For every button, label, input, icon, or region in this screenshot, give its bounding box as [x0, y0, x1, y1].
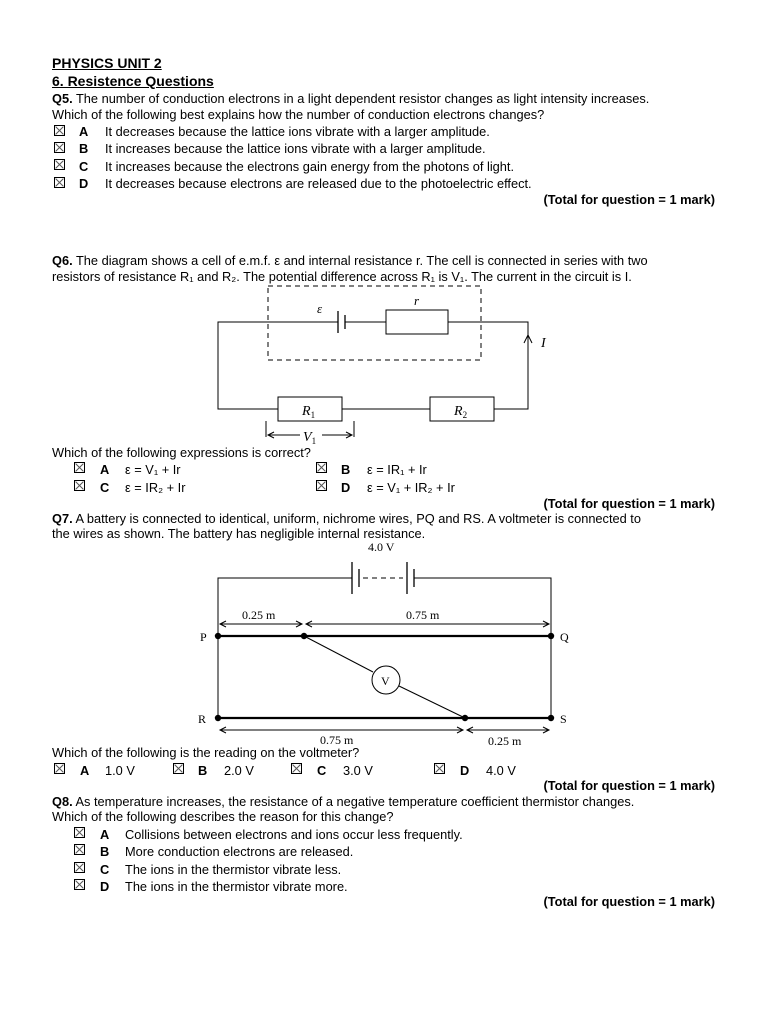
q6-option-b-checkbox[interactable] [316, 462, 327, 473]
q8-option-a-text: Collisions between electrons and ions occur less frequently. [125, 827, 463, 842]
q5-option-a-letter: A [79, 124, 89, 139]
point-r-label: R [198, 712, 207, 726]
q7-option-d-letter: D [460, 763, 470, 778]
q7-option-b-checkbox[interactable] [173, 763, 184, 774]
unit-title: PHYSICS UNIT 2 [52, 55, 162, 71]
q8-option-a-checkbox[interactable] [74, 827, 85, 838]
point-q-label: Q [560, 630, 569, 644]
q7-option-c-checkbox[interactable] [291, 763, 302, 774]
q7-option-c-text: 3.0 V [343, 763, 373, 778]
q7-line1: Q7. A battery is connected to identical, uniform, nichrome wires, PQ and RS. A voltmeter is connected to [52, 511, 641, 526]
q5-option-d-text: It decreases because electrons are released due to the photoelectric effect. [105, 176, 532, 191]
q6-prompt: Which of the following expressions is correct? [52, 445, 311, 460]
q7-option-d-checkbox[interactable] [434, 763, 445, 774]
topic-title: 6. Resistence Questions [52, 73, 214, 89]
point-s-label: S [560, 712, 567, 726]
q8-option-c-text: The ions in the thermistor vibrate less. [125, 862, 342, 877]
q6-option-d-checkbox[interactable] [316, 480, 327, 491]
bottom-right-length: 0.25 m [488, 734, 522, 748]
q7-prompt: Which of the following is the reading on the voltmeter? [52, 745, 360, 760]
q6-option-b-text: ε = IR₁ + Ir [367, 462, 427, 477]
q5-option-a-text: It decreases because the lattice ions vibrate with a larger amplitude. [105, 124, 490, 139]
q6-option-a-letter: A [100, 462, 110, 477]
q5-total: (Total for question = 1 mark) [543, 192, 715, 207]
bottom-left-length: 0.75 m [320, 733, 354, 747]
q6-option-d-text: ε = V₁ + IR₂ + Ir [367, 480, 455, 495]
q8-option-b-checkbox[interactable] [74, 844, 85, 855]
point-p-label: P [200, 630, 207, 644]
q7-option-c-letter: C [317, 763, 327, 778]
q6-option-a-checkbox[interactable] [74, 462, 85, 473]
q7-option-a-letter: A [80, 763, 90, 778]
internal-resistor [386, 310, 448, 334]
q7-total: (Total for question = 1 mark) [543, 778, 715, 793]
q6-option-d-letter: D [341, 480, 351, 495]
q5-line1: Q5. The number of conduction electrons in a light dependent resistor changes as light intensity increases. [52, 91, 650, 106]
r2-label: $R_2$ [454, 404, 468, 420]
q7-option-b-text: 2.0 V [224, 763, 254, 778]
q5-option-d-letter: D [79, 176, 89, 191]
q8-option-b-text: More conduction electrons are released. [125, 844, 354, 859]
voltmeter-label: V [381, 674, 390, 688]
q8-line2: Which of the following describes the reason for this change? [52, 809, 394, 824]
r1-label: $R_1$ [302, 404, 316, 420]
q8-option-c-checkbox[interactable] [74, 862, 85, 873]
q8-line1: Q8. As temperature increases, the resistance of a negative temperature coefficient thermistor changes. [52, 794, 635, 809]
q5-option-c-text: It increases because the electrons gain energy from the photons of light. [105, 159, 515, 174]
q5-option-b-text: It increases because the lattice ions vibrate with a larger amplitude. [105, 141, 486, 156]
current-label: I [541, 336, 546, 351]
q7-option-b-letter: B [198, 763, 208, 778]
q7-option-a-checkbox[interactable] [54, 763, 65, 774]
q8-total: (Total for question = 1 mark) [543, 894, 715, 909]
q8-option-d-checkbox[interactable] [74, 879, 85, 890]
q8-option-d-letter: D [100, 879, 110, 894]
v1-label: $V_1$ [303, 430, 317, 446]
q7-circuit-diagram [0, 530, 768, 750]
q8-option-a-letter: A [100, 827, 110, 842]
q5-option-b-letter: B [79, 141, 89, 156]
q6-option-c-letter: C [100, 480, 110, 495]
q6-circuit-diagram [0, 0, 768, 460]
q8-option-b-letter: B [100, 844, 110, 859]
top-left-length: 0.25 m [242, 608, 276, 622]
q6-line2: resistors of resistance R₁ and R₂. The potential difference across R₁ is V₁. The current in the circuit is I. [52, 269, 632, 284]
cell-dashed-box [268, 286, 481, 360]
r-label: r [414, 293, 420, 308]
battery-voltage-label: 4.0 V [368, 540, 395, 554]
q6-option-b-letter: B [341, 462, 351, 477]
top-right-length: 0.75 m [406, 608, 440, 622]
q8-option-d-text: The ions in the thermistor vibrate more. [125, 879, 348, 894]
q7-line2: the wires as shown. The battery has negligible internal resistance. [52, 526, 426, 541]
q6-total: (Total for question = 1 mark) [543, 496, 715, 511]
q5-option-c-letter: C [79, 159, 89, 174]
q7-option-d-text: 4.0 V [486, 763, 516, 778]
emf-label: ε [317, 301, 323, 316]
q7-option-a-text: 1.0 V [105, 763, 135, 778]
q5-line2: Which of the following best explains how the number of conduction electrons changes? [52, 107, 545, 122]
q6-option-c-checkbox[interactable] [74, 480, 85, 491]
q6-option-a-text: ε = V₁ + Ir [125, 462, 181, 477]
q6-option-c-text: ε = IR₂ + Ir [125, 480, 186, 495]
q6-line1: Q6. The diagram shows a cell of e.m.f. ε and internal resistance r. The cell is connected in series with two [52, 253, 648, 268]
q8-option-c-letter: C [100, 862, 110, 877]
